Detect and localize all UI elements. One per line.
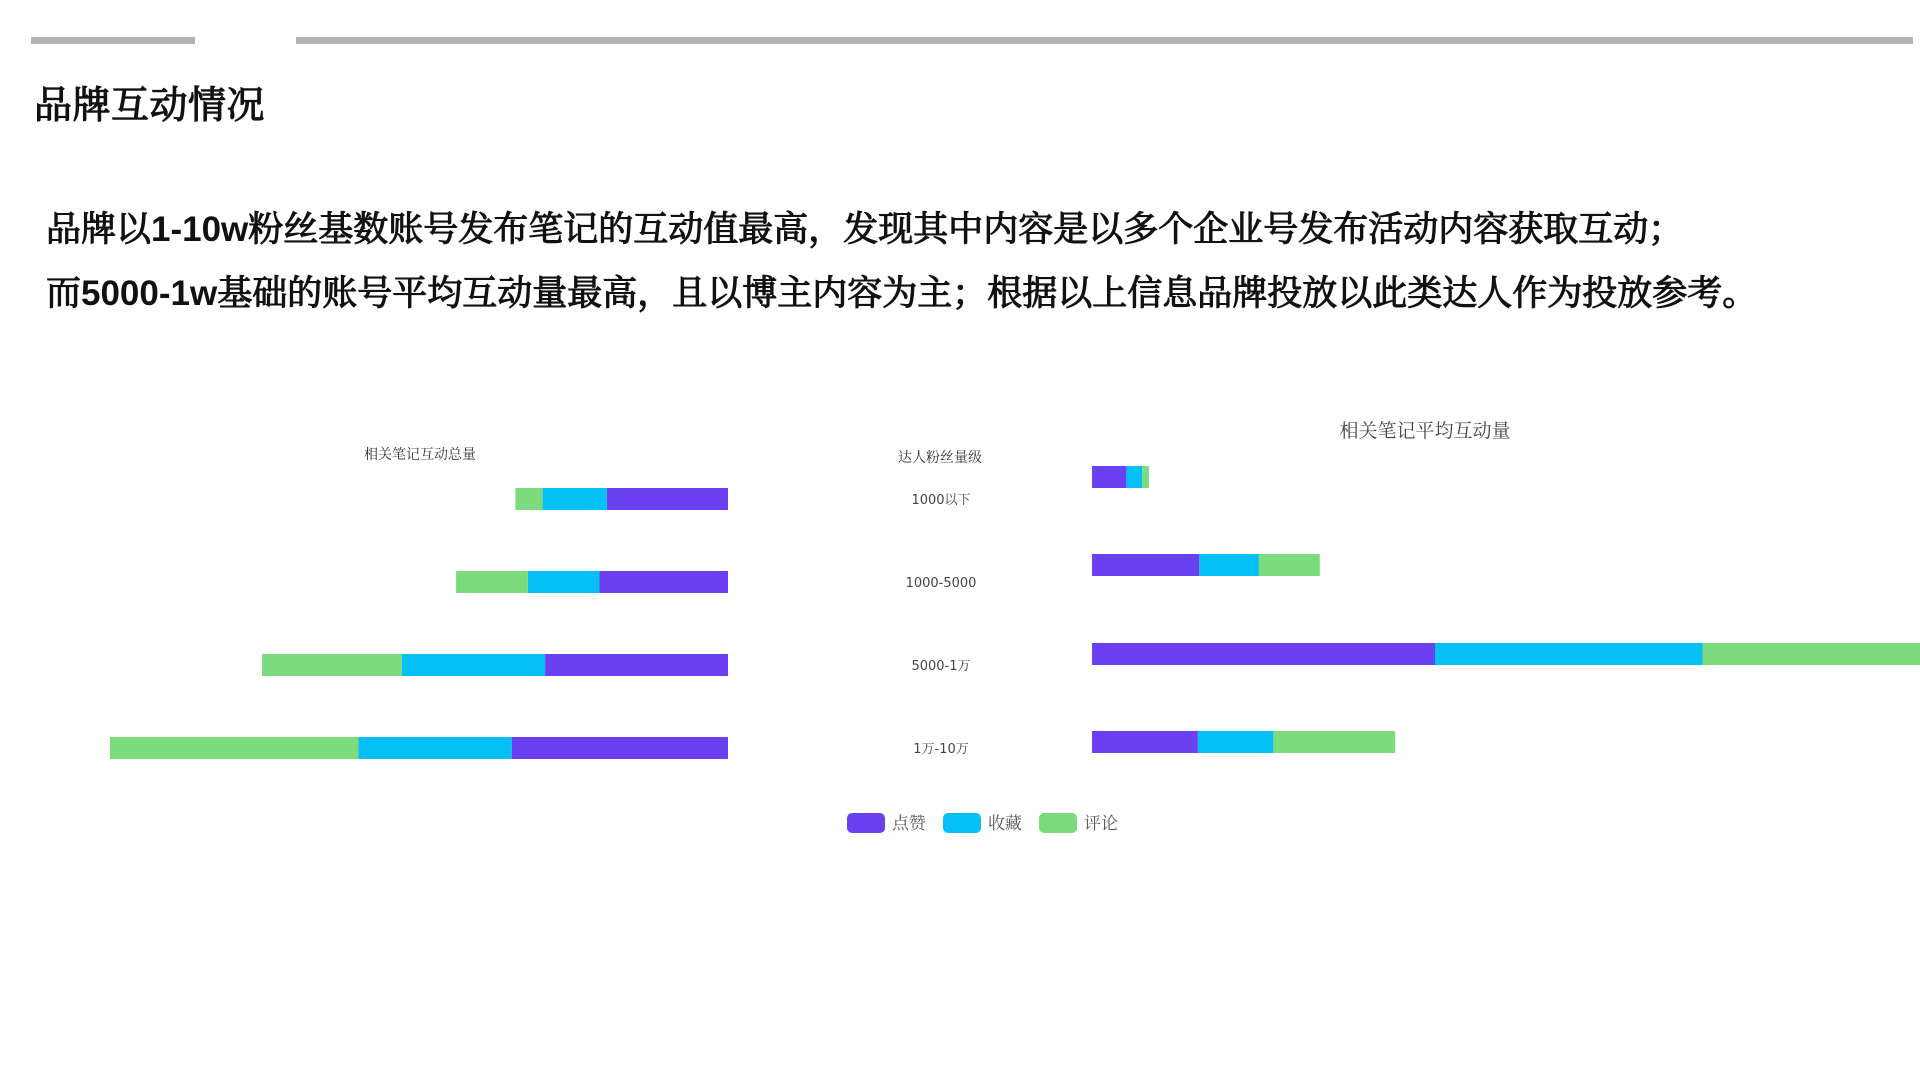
bar-total-3-0 [512,737,728,759]
category-label-0: 1000以下 [911,493,971,508]
bar-average-2-2 [1703,643,1920,665]
page-title: 品牌互动情况 [34,85,266,127]
bar-average-1-0 [1092,554,1199,576]
bar-average-2-0 [1092,643,1435,665]
chart-average-interactions [1092,420,1920,753]
bar-average-2-1 [1435,643,1703,665]
bar-total-1-1 [528,571,600,593]
bar-total-0-2 [515,488,542,510]
legend-label-0[interactable]: 点赞 [892,814,926,834]
summary-line-1: 品牌以1-10w粉丝基数账号发布笔记的互动值最高，发现其中内容是以多个企业号发布活动内容获取互动； [46,210,1684,249]
bar-average-0-2 [1142,466,1149,488]
category-label-2: 5000-1万 [911,659,971,674]
legend-swatch-2[interactable] [1039,813,1077,833]
bar-total-1-2 [456,571,528,593]
right-bars [1092,466,1920,753]
bar-average-0-1 [1126,466,1142,488]
bar-total-3-2 [110,737,358,759]
bar-total-2-2 [262,654,402,676]
bar-average-1-1 [1199,554,1259,576]
category-labels [906,493,977,757]
legend-swatch-1[interactable] [943,813,981,833]
chart-title-average: 相关笔记平均互动量 [1339,420,1511,442]
bar-average-1-2 [1259,554,1320,576]
bar-average-0-0 [1092,466,1126,488]
bar-total-2-0 [545,654,728,676]
axis-title: 达人粉丝量级 [898,450,982,466]
bar-total-1-0 [600,571,729,593]
category-axis [898,449,982,757]
chart-title-total: 相关笔记互动总量 [364,447,476,463]
legend-label-1[interactable]: 收藏 [988,814,1022,834]
bar-total-0-1 [543,488,607,510]
chart-legend [847,813,1118,834]
category-label-1: 1000-5000 [905,576,977,591]
bar-average-3-1 [1198,731,1274,753]
bar-average-3-2 [1273,731,1395,753]
bar-total-0-0 [607,488,728,510]
bar-total-3-1 [358,737,511,759]
chart-total-interactions [110,446,728,759]
legend-label-2[interactable]: 评论 [1084,814,1118,834]
category-label-3: 1万-10万 [913,742,969,757]
bar-total-2-1 [402,654,545,676]
legend-swatch-0[interactable] [847,813,885,833]
summary-line-2: 而5000-1w基础的账号平均互动量最高，且以博主内容为主；根据以上信息品牌投放以此类达人作为投放参考。 [46,274,1758,313]
left-bars [110,488,728,759]
bar-average-3-0 [1092,731,1198,753]
